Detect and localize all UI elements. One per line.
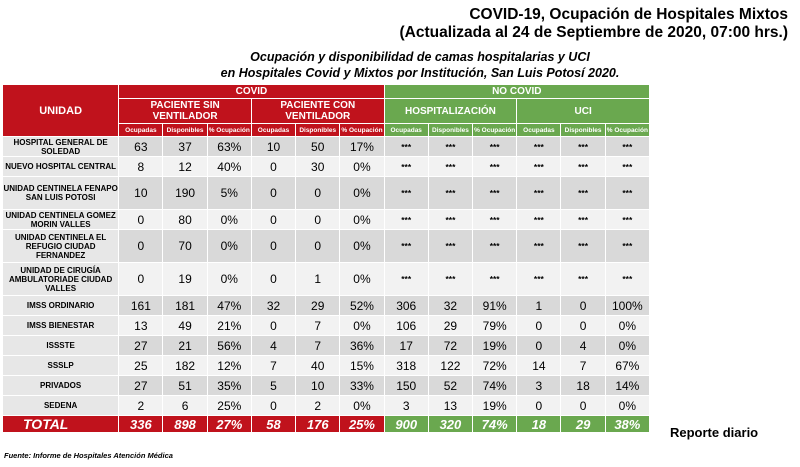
table-cell: ***: [561, 210, 604, 229]
daily-report-label: Reporte diario: [670, 425, 759, 440]
table-cell: 181: [163, 296, 206, 315]
unidad-header: UNIDAD: [3, 85, 118, 136]
table-cell: 8: [119, 157, 162, 176]
total-cell: 25%: [340, 416, 383, 432]
table-cell: 3: [385, 396, 428, 415]
table-cell: 35%: [208, 376, 251, 395]
table-cell: ***: [473, 210, 516, 229]
total-cell: 27%: [208, 416, 251, 432]
table-cell: ***: [517, 230, 560, 262]
total-cell: 38%: [606, 416, 649, 432]
row-unit-name: NUEVO HOSPITAL CENTRAL: [3, 157, 118, 176]
column-header: Disponibles: [429, 124, 472, 136]
group-header-hospitalizacion: HOSPITALIZACIÓN: [385, 99, 517, 123]
table-cell: ***: [429, 210, 472, 229]
table-cell: 106: [385, 316, 428, 335]
table-cell: ***: [473, 263, 516, 295]
table-cell: 6: [163, 396, 206, 415]
table-cell: 0%: [340, 316, 383, 335]
column-header: Disponibles: [296, 124, 339, 136]
table-cell: 29: [429, 316, 472, 335]
row-unit-name: UNIDAD CENTINELA GOMEZ MORIN VALLES: [3, 210, 118, 229]
column-header: % Ocupación: [473, 124, 516, 136]
table-cell: 32: [429, 296, 472, 315]
total-cell: 898: [163, 416, 206, 432]
table-cell: 12: [163, 157, 206, 176]
table-cell: ***: [517, 137, 560, 156]
column-header: Ocupadas: [252, 124, 295, 136]
table-row: [3, 210, 649, 229]
table-cell: 5%: [208, 177, 251, 209]
table-row: [3, 263, 649, 295]
table-cell: 79%: [473, 316, 516, 335]
total-cell: 320: [429, 416, 472, 432]
table-cell: 33%: [340, 376, 383, 395]
table-row: [3, 296, 649, 315]
table-cell: 10: [296, 376, 339, 395]
group-header-con-ventilador: PACIENTE CON VENTILADOR: [252, 99, 384, 123]
table-cell: 12%: [208, 356, 251, 375]
table-cell: 15%: [340, 356, 383, 375]
table-cell: 0: [119, 210, 162, 229]
table-cell: 0%: [340, 230, 383, 262]
table-cell: ***: [606, 230, 649, 262]
table-cell: 10: [119, 177, 162, 209]
column-header: Disponibles: [561, 124, 604, 136]
table-cell: 0%: [340, 396, 383, 415]
table-cell: ***: [517, 157, 560, 176]
table-cell: 21: [163, 336, 206, 355]
table-row: [3, 396, 649, 415]
table-cell: 150: [385, 376, 428, 395]
table-cell: ***: [561, 230, 604, 262]
table-cell: 0%: [208, 230, 251, 262]
total-cell: 74%: [473, 416, 516, 432]
table-cell: 50: [296, 137, 339, 156]
table-cell: 0: [252, 210, 295, 229]
table-cell: ***: [561, 157, 604, 176]
table-cell: 4: [252, 336, 295, 355]
table-cell: 0: [561, 296, 604, 315]
table-cell: 0%: [208, 210, 251, 229]
column-header: Disponibles: [163, 124, 206, 136]
table-cell: 0%: [340, 210, 383, 229]
table-cell: 0: [252, 263, 295, 295]
report-updated-date: (Actualizada al 24 de Septiembre de 2020, 07:00 hrs.): [399, 24, 788, 41]
row-unit-name: SSSLP: [3, 356, 118, 375]
table-cell: 2: [296, 396, 339, 415]
table-cell: ***: [606, 210, 649, 229]
table-cell: 10: [252, 137, 295, 156]
table-cell: 161: [119, 296, 162, 315]
table-cell: ***: [385, 263, 428, 295]
table-cell: ***: [385, 157, 428, 176]
report-title: COVID-19, Ocupación de Hospitales Mixtos: [469, 6, 788, 23]
table-cell: 7: [296, 316, 339, 335]
table-cell: 7: [296, 336, 339, 355]
table-cell: ***: [429, 230, 472, 262]
table-cell: 3: [517, 376, 560, 395]
table-cell: 14: [517, 356, 560, 375]
table-row: [3, 356, 649, 375]
table-cell: 74%: [473, 376, 516, 395]
table-cell: ***: [429, 177, 472, 209]
table-cell: 182: [163, 356, 206, 375]
table-cell: ***: [385, 177, 428, 209]
column-header: % Ocupación: [208, 124, 251, 136]
table-cell: 19%: [473, 336, 516, 355]
group-header-sin-ventilador: PACIENTE SIN VENTILADOR: [119, 99, 251, 123]
table-cell: ***: [385, 137, 428, 156]
table-row: [3, 376, 649, 395]
table-cell: ***: [606, 157, 649, 176]
table-cell: 67%: [606, 356, 649, 375]
total-cell: 176: [296, 416, 339, 432]
table-cell: 0: [517, 336, 560, 355]
table-cell: 0: [252, 316, 295, 335]
table-row: [3, 177, 649, 209]
row-unit-name: ISSSTE: [3, 336, 118, 355]
total-row: [3, 416, 649, 432]
table-cell: ***: [429, 157, 472, 176]
covid-header: COVID: [119, 85, 383, 98]
table-cell: 0: [119, 263, 162, 295]
table-cell: ***: [561, 177, 604, 209]
table-cell: 47%: [208, 296, 251, 315]
table-cell: 0: [561, 316, 604, 335]
table-cell: 18: [561, 376, 604, 395]
table-cell: ***: [561, 137, 604, 156]
table-cell: 0: [252, 230, 295, 262]
table-row: [3, 137, 649, 156]
table-cell: ***: [429, 263, 472, 295]
table-cell: 7: [561, 356, 604, 375]
table-cell: ***: [606, 177, 649, 209]
row-unit-name: IMSS ORDINARIO: [3, 296, 118, 315]
table-cell: 13: [119, 316, 162, 335]
table-cell: 0%: [340, 263, 383, 295]
table-cell: 7: [252, 356, 295, 375]
row-unit-name: IMSS BIENESTAR: [3, 316, 118, 335]
table-cell: ***: [385, 230, 428, 262]
table-cell: 0: [296, 177, 339, 209]
table-cell: 51: [163, 376, 206, 395]
table-cell: 21%: [208, 316, 251, 335]
table-cell: 0: [252, 157, 295, 176]
table-cell: 0%: [606, 316, 649, 335]
source-footnote: Fuente: Informe de Hospitales Atención Médica: [4, 451, 173, 460]
table-cell: ***: [606, 263, 649, 295]
table-cell: 70: [163, 230, 206, 262]
table-cell: ***: [429, 137, 472, 156]
table-cell: 32: [252, 296, 295, 315]
table-cell: 0: [296, 210, 339, 229]
table-cell: 190: [163, 177, 206, 209]
table-cell: 52%: [340, 296, 383, 315]
row-unit-name: SEDENA: [3, 396, 118, 415]
table-cell: 56%: [208, 336, 251, 355]
table-cell: 1: [296, 263, 339, 295]
no-covid-header: NO COVID: [385, 85, 649, 98]
table-cell: 40%: [208, 157, 251, 176]
column-header: % Ocupación: [340, 124, 383, 136]
table-cell: ***: [385, 210, 428, 229]
table-cell: 91%: [473, 296, 516, 315]
table-cell: 5: [252, 376, 295, 395]
table-cell: 0: [517, 396, 560, 415]
table-cell: 100%: [606, 296, 649, 315]
table-cell: 36%: [340, 336, 383, 355]
table-cell: 72: [429, 336, 472, 355]
total-cell: 29: [561, 416, 604, 432]
table-cell: 0: [296, 230, 339, 262]
total-label: TOTAL: [3, 416, 118, 432]
hospital-occupancy-table: [2, 84, 650, 433]
table-cell: 13: [429, 396, 472, 415]
table-cell: 0: [119, 230, 162, 262]
table-cell: 29: [296, 296, 339, 315]
total-cell: 58: [252, 416, 295, 432]
subtitle-line-1: Ocupación y disponibilidad de camas hospitalarias y UCI: [250, 50, 590, 64]
table-cell: 122: [429, 356, 472, 375]
table-cell: 306: [385, 296, 428, 315]
row-unit-name: HOSPITAL GENERAL DE SOLEDAD: [3, 137, 118, 156]
total-cell: 336: [119, 416, 162, 432]
table-cell: 0%: [606, 396, 649, 415]
table-cell: 19%: [473, 396, 516, 415]
table-row: [3, 157, 649, 176]
column-header: Ocupadas: [385, 124, 428, 136]
table-cell: 0: [252, 177, 295, 209]
group-header-uci: UCI: [517, 99, 649, 123]
table-cell: 0: [561, 396, 604, 415]
table-cell: 40: [296, 356, 339, 375]
column-header: Ocupadas: [119, 124, 162, 136]
table-cell: ***: [473, 137, 516, 156]
table-cell: ***: [473, 157, 516, 176]
table-cell: 318: [385, 356, 428, 375]
row-unit-name: UNIDAD CENTINELA EL REFUGIO CIUDAD FERNANDEZ: [3, 230, 118, 262]
table-row: [3, 316, 649, 335]
column-header: % Ocupación: [606, 124, 649, 136]
table-cell: 0%: [208, 263, 251, 295]
table-cell: 52: [429, 376, 472, 395]
table-cell: 0: [252, 396, 295, 415]
table-cell: 72%: [473, 356, 516, 375]
table-cell: 27: [119, 336, 162, 355]
row-unit-name: PRIVADOS: [3, 376, 118, 395]
table-cell: 0%: [606, 336, 649, 355]
table-cell: 19: [163, 263, 206, 295]
table-cell: 0: [517, 316, 560, 335]
table-cell: 63%: [208, 137, 251, 156]
row-unit-name: UNIDAD DE CIRUGÍA AMBULATORIADE CIUDAD VALLES: [3, 263, 118, 295]
table-cell: ***: [517, 263, 560, 295]
table-cell: ***: [517, 210, 560, 229]
table-cell: ***: [473, 230, 516, 262]
table-row: [3, 336, 649, 355]
table-cell: 2: [119, 396, 162, 415]
table-row: [3, 230, 649, 262]
table-cell: 0%: [340, 157, 383, 176]
table-cell: ***: [606, 137, 649, 156]
table-cell: 49: [163, 316, 206, 335]
total-cell: 18: [517, 416, 560, 432]
table-cell: 80: [163, 210, 206, 229]
table-cell: 37: [163, 137, 206, 156]
total-cell: 900: [385, 416, 428, 432]
table-cell: ***: [517, 177, 560, 209]
table-cell: 17%: [340, 137, 383, 156]
table-cell: ***: [561, 263, 604, 295]
table-cell: 0%: [340, 177, 383, 209]
table-cell: 63: [119, 137, 162, 156]
table-cell: 27: [119, 376, 162, 395]
subtitle-line-2: en Hospitales Covid y Mixtos por Institución, San Luis Potosí 2020.: [220, 66, 620, 80]
table-cell: 14%: [606, 376, 649, 395]
table-cell: 17: [385, 336, 428, 355]
table-cell: 25%: [208, 396, 251, 415]
table-cell: 25: [119, 356, 162, 375]
row-unit-name: UNIDAD CENTINELA FENAPO SAN LUIS POTOSI: [3, 177, 118, 209]
column-header: Ocupadas: [517, 124, 560, 136]
table-cell: ***: [473, 177, 516, 209]
table-cell: 30: [296, 157, 339, 176]
table-cell: 1: [517, 296, 560, 315]
table-cell: 4: [561, 336, 604, 355]
